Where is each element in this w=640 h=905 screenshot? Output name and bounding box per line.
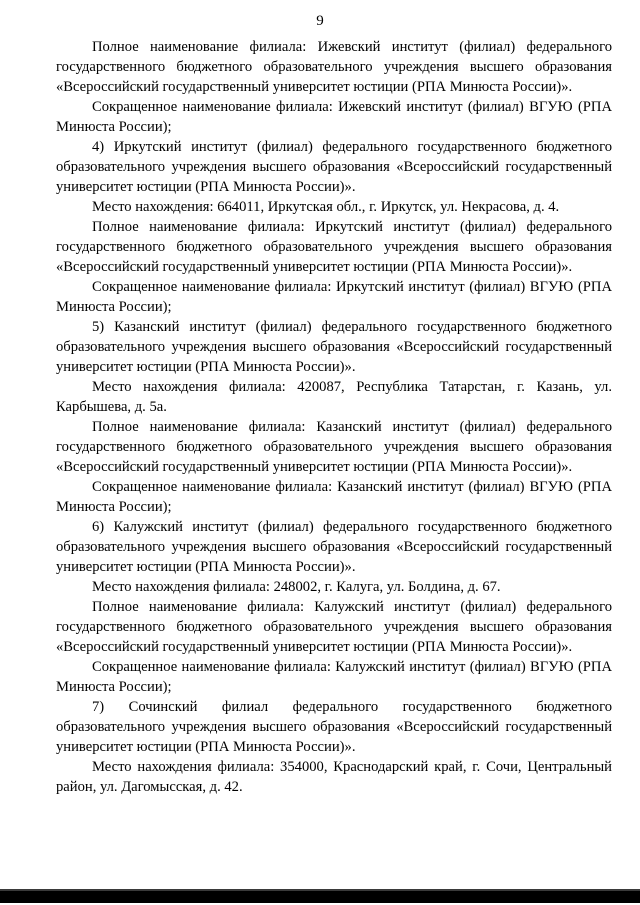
- paragraph-short-name-kaluga: Сокращенное наименование филиала: Калужский институт (филиал) ВГУЮ (РПА Минюста России);: [56, 659, 612, 695]
- paragraph-location-kaluga: Место нахождения филиала: 248002, г. Калуга, ул. Болдина, д. 67.: [92, 579, 501, 595]
- paragraph-location-sochi: Место нахождения филиала: 354000, Краснодарский край, г. Сочи, Центральный район, ул. Дагомысская, д. 42.: [56, 759, 612, 795]
- bottom-scan-artifact: [0, 891, 640, 903]
- paragraph-short-name-irkutsk: Сокращенное наименование филиала: Иркутский институт (филиал) ВГУЮ (РПА Минюста России);: [56, 279, 612, 315]
- page-number: 9: [316, 13, 324, 29]
- paragraph-full-name-kaluga: Полное наименование филиала: Калужский институт (филиал) федерального государственного бюджетного образовательного учреждения высшего образования «Всероссийский государственный университет юстиции (РПА Минюста России)».: [56, 599, 612, 655]
- paragraph-item-4-irkutsk: 4) Иркутский институт (филиал) федерального государственного бюджетного образовательного учреждения высшего образования «Всероссийский государственный университет юстиции (РПА Минюста России)».: [56, 139, 612, 195]
- paragraph-short-name-izhevsk: Сокращенное наименование филиала: Ижевский институт (филиал) ВГУЮ (РПА Минюста России);: [56, 99, 612, 135]
- paragraph-full-name-irkutsk: Полное наименование филиала: Иркутский институт (филиал) федерального государственного бюджетного образовательного учреждения высшего образования «Всероссийский государственный университет юстиции (РПА Минюста России)».: [56, 219, 612, 275]
- paragraph-item-6-kaluga: 6) Калужский институт (филиал) федерального государственного бюджетного образовательного учреждения высшего образования «Всероссийский государственный университет юстиции (РПА Минюста России)».: [56, 519, 612, 575]
- paragraph-location-kazan: Место нахождения филиала: 420087, Республика Татарстан, г. Казань, ул. Карбышева, д. 5а.: [56, 379, 612, 415]
- paragraph-full-name-kazan: Полное наименование филиала: Казанский институт (филиал) федерального государственного бюджетного образовательного учреждения высшего образования «Всероссийский государственный университет юстиции (РПА Минюста России)».: [56, 419, 612, 475]
- paragraph-item-7-sochi: 7) Сочинский филиал федерального государственного бюджетного образовательного учреждения высшего образования «Всероссийский государственный университет юстиции (РПА Минюста России)».: [56, 699, 612, 755]
- paragraph-short-name-kazan: Сокращенное наименование филиала: Казанский институт (филиал) ВГУЮ (РПА Минюста России);: [56, 479, 612, 515]
- paragraph-location-irkutsk: Место нахождения: 664011, Иркутская обл., г. Иркутск, ул. Некрасова, д. 4.: [92, 199, 560, 215]
- paragraph-full-name-izhevsk: Полное наименование филиала: Ижевский институт (филиал) федерального государственного бюджетного образовательного учреждения высшего образования «Всероссийский государственный университет юстиции (РПА Минюста России)».: [56, 39, 612, 95]
- paragraph-item-5-kazan: 5) Казанский институт (филиал) федерального государственного бюджетного образовательного учреждения высшего образования «Всероссийский государственный университет юстиции (РПА Минюста России)».: [56, 319, 612, 375]
- document-body: [56, 37, 612, 797]
